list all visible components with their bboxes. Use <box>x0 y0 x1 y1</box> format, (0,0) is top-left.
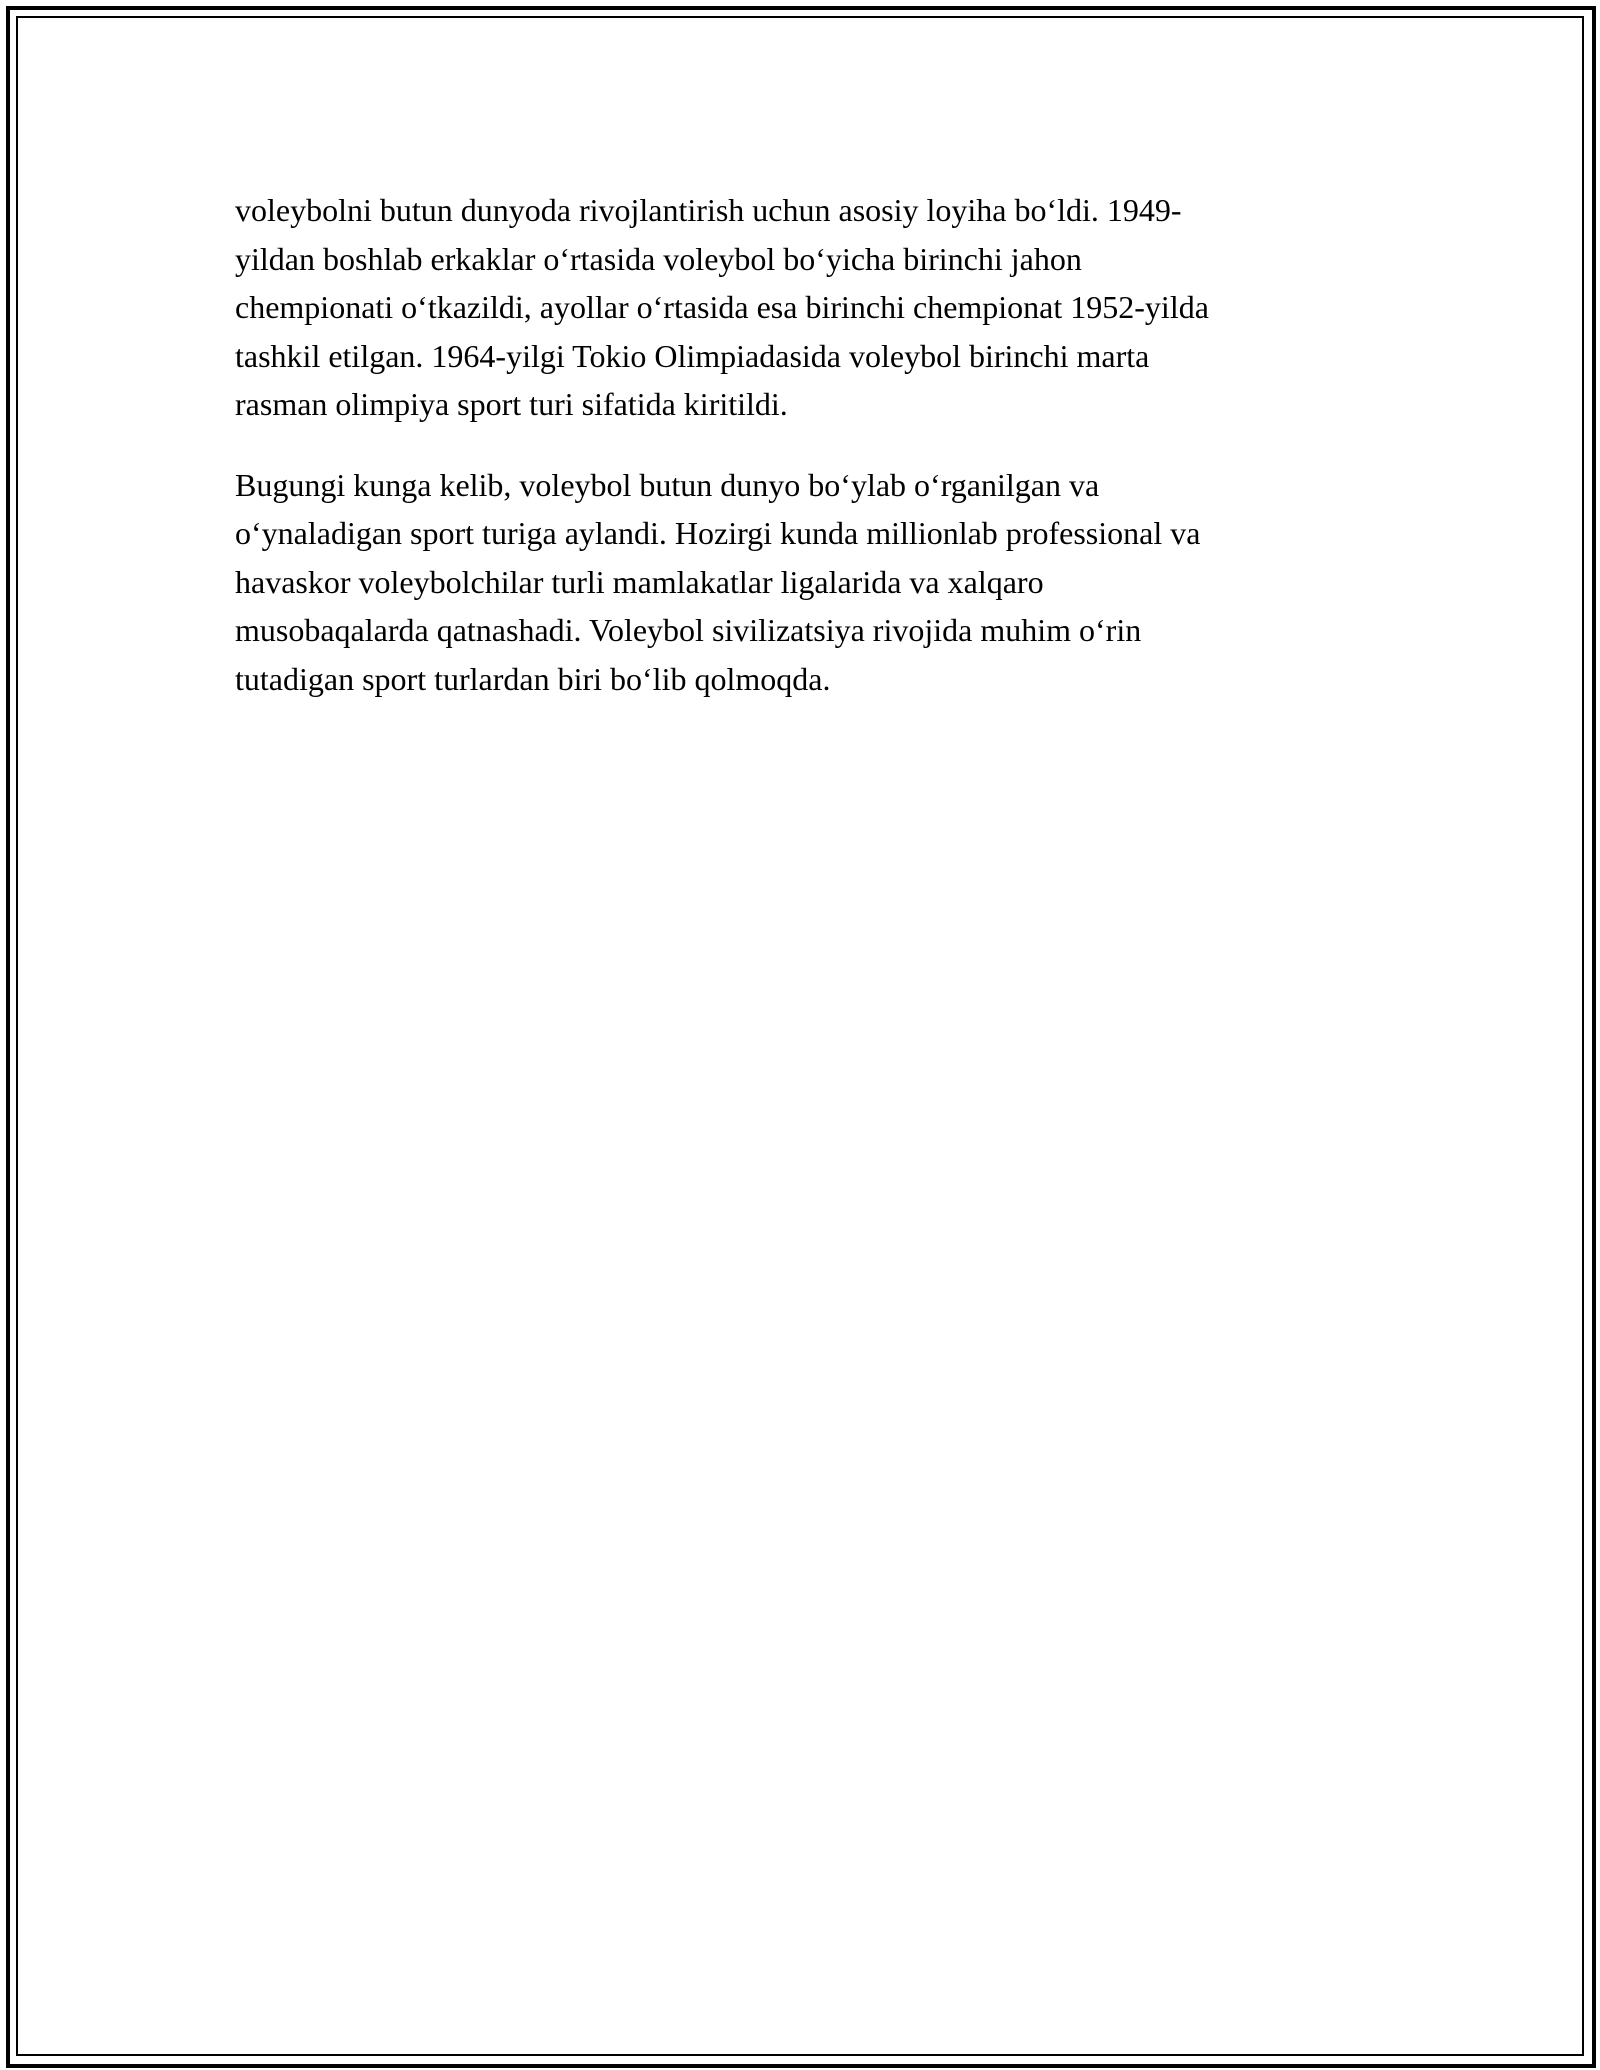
paragraph-line: havaskor voleybolchilar turli mamlakatlar ligalarida va xalqaro <box>235 563 1044 600</box>
paragraph-line: tutadigan sport turlardan biri bo‘lib qolmoqda. <box>235 660 831 697</box>
paragraph-line: chempionati o‘tkazildi, ayollar o‘rtasida esa birinchi chempionat 1952-yilda <box>235 289 1209 325</box>
paragraph-1 <box>235 186 1365 429</box>
paragraph-line: voleybolni butun dunyoda rivojlantirish uchun asosiy loyiha bo‘ldi. 1949- <box>235 192 1182 228</box>
paragraph-2 <box>235 461 1365 704</box>
paragraph-line: yildan boshlab erkaklar o‘rtasida voleybol bo‘yicha birinchi jahon <box>235 240 1082 277</box>
paragraph-line: musobaqalarda qatnashadi. Voleybol sivilizatsiya rivojida muhim o‘rin <box>235 612 1142 648</box>
paragraph-line: o‘ynaladigan sport turiga aylandi. Hozirgi kunda millionlab professional va <box>235 515 1201 551</box>
document-body <box>235 186 1365 703</box>
paragraph-line: tashkil etilgan. 1964-yilgi Tokio Olimpiadasida voleybol birinchi marta <box>235 337 1150 374</box>
paragraph-line: Bugungi kunga kelib, voleybol butun dunyo bo‘ylab o‘rganilgan va <box>235 466 1100 503</box>
paragraph-line: rasman olimpiya sport turi sifatida kiritildi. <box>235 386 788 422</box>
